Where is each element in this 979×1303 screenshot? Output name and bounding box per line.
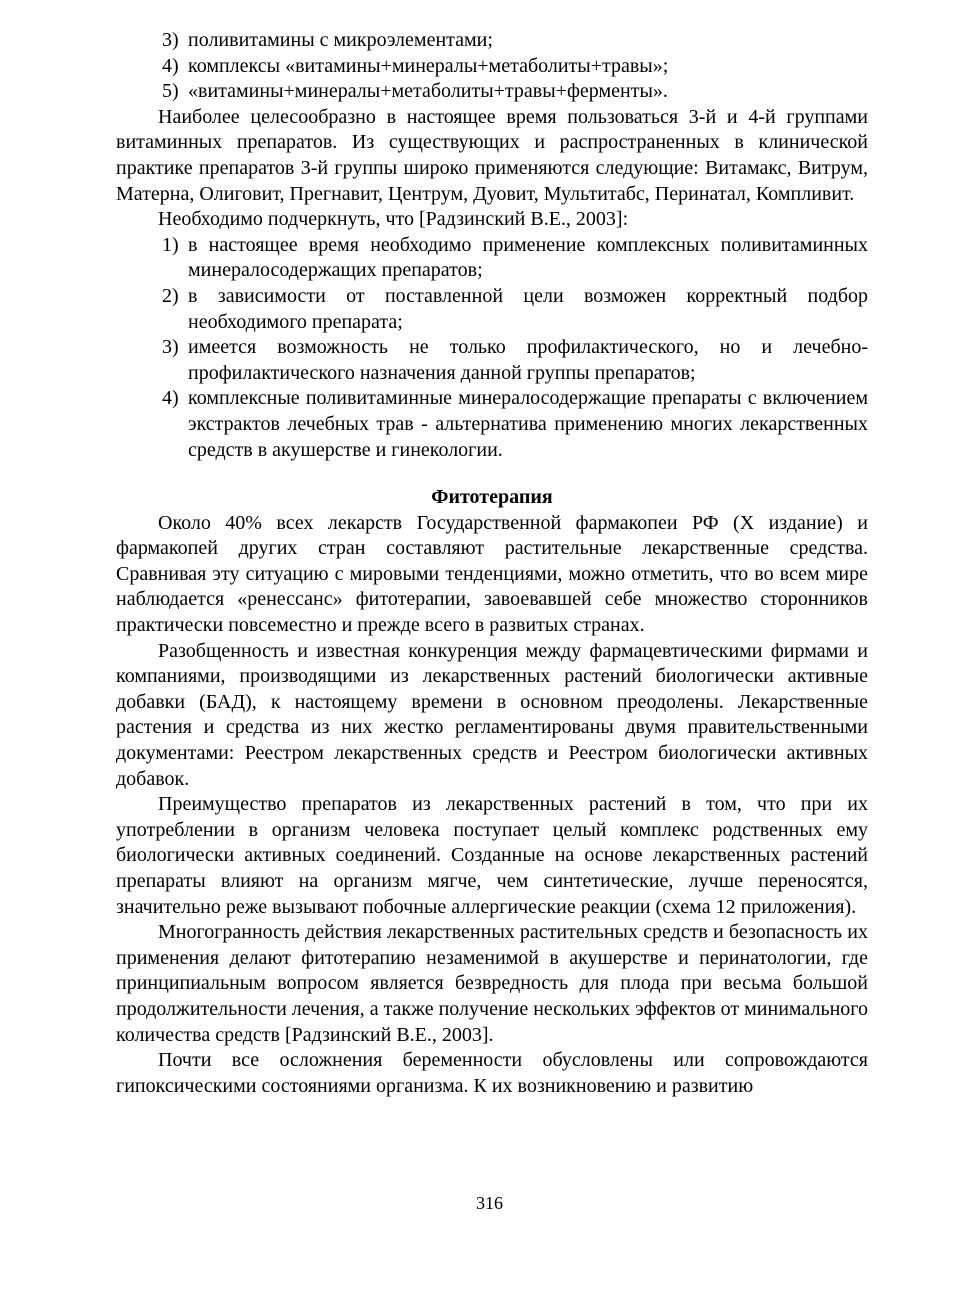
list-item-number: 4) (162, 387, 179, 410)
list-item-text: комплексы «витамины+минералы+метаболиты+травы»; (188, 54, 669, 77)
list-item (116, 284, 868, 335)
list-item-text: поливитамины с микроэлементами; (188, 29, 493, 51)
list-item-number: 1) (162, 233, 179, 256)
document-page (116, 28, 868, 1099)
list-item-text: «витамины+минералы+метаболиты+травы+ферменты». (188, 80, 668, 103)
list-item-number: 2) (162, 284, 179, 307)
paragraph-phytotherapy-safety: Многогранность действия лекарственных растительных средств и безопасность их применения делают фитотерапию незаменимой в акушерстве и перинатологии, где принципиальным вопросом является безвредность для плода при весьма большой продолжительности лечения, а также получение нескольких эффектов от минимального количества средств [Радзинский В.Е., 2003]. (116, 921, 868, 1046)
paragraph-emphasis-intro: Необходимо подчеркнуть, что [Радзинский В.Е., 2003]: (158, 208, 629, 231)
list-item-text: комплексные поливитаминные минералосодержащие препараты с включением экстрактов лечебных трав - альтернатива применению многих лекарственных средств в акушерстве и гинекологии. (188, 387, 868, 461)
paragraph-phytotherapy-share: Около 40% всех лекарств Государственной фармакопеи РФ (Х издание) и фармакопей других стран составляют растительные лекарственные средства. Сравнивая эту ситуацию с мировыми тенденциями, можно отметить, что во всем мире наблюдается «ренессанс» фитотерапии, завоевавшей себе множество сторонников практически повсеместно и прежде всего в развитых странах. (116, 511, 868, 637)
list-item-text: в настоящее время необходимо применение комплексных поливитаминных минералосодержащих препаратов; (188, 233, 868, 282)
paragraph-pregnancy-complications: Почти все осложнения беременности обусловлены или сопровождаются гипоксическими состояниями организма. К их возникновению и развитию (116, 1049, 868, 1097)
list-item-number: 3) (162, 29, 179, 51)
list-item-number: 4) (162, 54, 179, 77)
list-item (116, 386, 868, 463)
conclusions-list (116, 233, 868, 463)
vitamin-groups-list (116, 28, 868, 105)
list-item-text: имеется возможность не только профилактического, но и лечебно-профилактического назначения данной группы препаратов; (188, 336, 868, 384)
page-number: 316 (476, 1193, 503, 1213)
list-item (116, 79, 868, 105)
list-item (116, 28, 868, 54)
section-title-phytotherapy: Фитотерапия (431, 486, 553, 509)
list-item-number: 5) (162, 80, 179, 103)
list-item-text: в зависимости от поставленной цели возможен корректный подбор необходимого препарата; (188, 284, 868, 333)
list-item (116, 335, 868, 386)
list-item (116, 233, 868, 284)
paragraph-phytotherapy-regulation: Разобщенность и известная конкуренция между фармацевтическими фирмами и компаниями, производящими из лекарственных растений биологически активные добавки (БАД), к настоящему времени в основном преодолены. Лекарственные растения и средства из них жестко регламентированы двумя правительственными документами: Реестром лекарственных средств и Реестром биологически активных добавок. (116, 639, 868, 790)
paragraph-vitamin-preparations: Наиболее целесообразно в настоящее время пользоваться 3-й и 4-й группами витаминных препаратов. Из существующих и распространенных в клинической практике препаратов 3-й группы широко применяются следующие: Витамакс, Витрум, Матерна, Олиговит, Прегнавит, Центрум, Дуовит, Мультитабс, Перинатал, Компливит. (116, 105, 868, 205)
list-item-number: 3) (162, 336, 179, 359)
paragraph-phytotherapy-advantages: Преимущество препаратов из лекарственных растений в том, что при их употреблении в организм человека поступает целый комплекс родственных ему биологически активных соединений. Созданные на основе лекарственных растений препараты влияют на организм мягче, чем синтетические, лучше переносятся, значительно реже вызывают побочные аллергические реакции (схема 12 приложения). (116, 793, 868, 918)
list-item (116, 54, 868, 80)
